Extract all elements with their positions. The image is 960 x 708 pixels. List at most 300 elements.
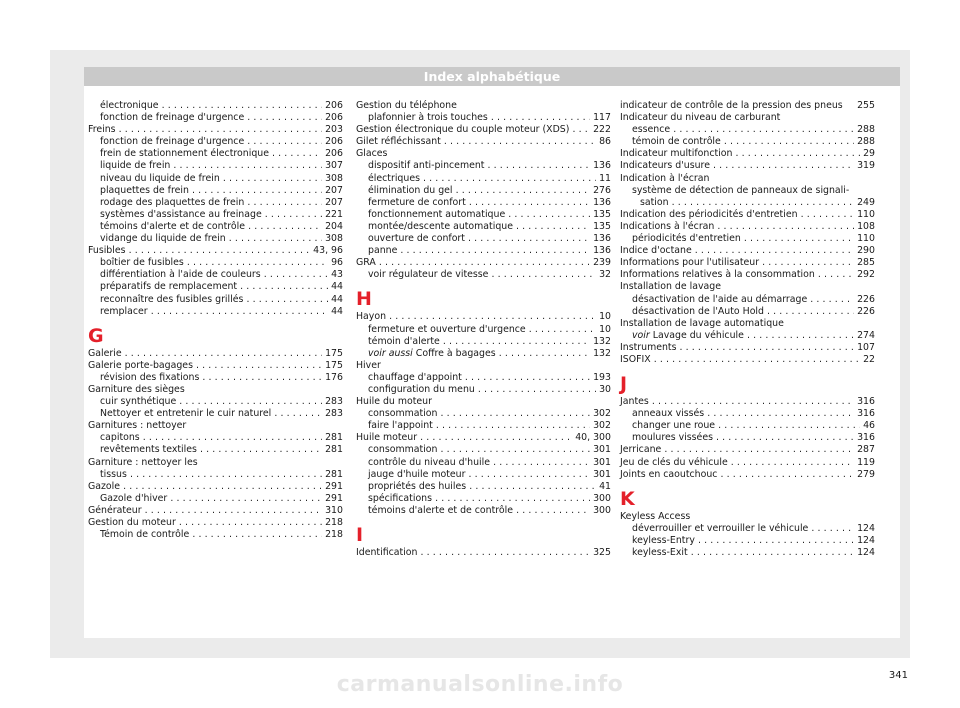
- entry-term: [368, 245, 397, 257]
- entry-term: [368, 209, 505, 221]
- index-entry: [88, 306, 343, 318]
- index-entry: [620, 469, 875, 481]
- dot-leader: [695, 535, 854, 547]
- entry-page: 110: [857, 208, 875, 220]
- dot-leader: [142, 505, 323, 517]
- entry-term: [100, 197, 244, 209]
- dot-leader: [807, 294, 854, 306]
- index-group-heading: Garniture des sièges: [88, 383, 185, 395]
- dot-leader: [465, 469, 590, 481]
- dot-leader: [466, 197, 590, 209]
- index-entry: [356, 209, 611, 221]
- entry-term-text: Galerie porte-bagages: [88, 359, 193, 371]
- entry-term: [368, 493, 432, 505]
- page-number: 341: [888, 670, 908, 681]
- entry-term: [88, 517, 176, 529]
- entry-term-text: reconnaître des fusibles grillés: [100, 293, 244, 305]
- dot-leader: [732, 148, 860, 160]
- index-entry: [356, 221, 611, 233]
- dot-leader: [670, 124, 854, 136]
- entry-term-text: Fusibles: [88, 245, 126, 257]
- dot-leader: [193, 360, 322, 372]
- index-entry: [620, 100, 875, 112]
- index-entry: [620, 124, 875, 136]
- entry-term: [100, 269, 261, 281]
- dot-leader: [798, 209, 855, 221]
- entry-page: 281: [325, 432, 343, 444]
- entry-term: [620, 245, 692, 257]
- entry-term: [632, 233, 741, 245]
- dot-leader: [189, 529, 322, 541]
- entry-term-text: témoin d'alerte: [368, 335, 440, 347]
- index-entry: [620, 269, 875, 281]
- entry-term: [100, 136, 244, 148]
- entry-term: [100, 493, 167, 505]
- index-entry: [620, 257, 875, 269]
- dot-leader: [433, 420, 590, 432]
- entry-term: [632, 124, 670, 136]
- entry-term-text: Instruments: [620, 341, 677, 353]
- dot-leader: [710, 160, 854, 172]
- entry-term-text: voir régulateur de vitesse: [368, 269, 489, 281]
- index-entry: [620, 523, 875, 535]
- entry-term-text: remplacer: [100, 305, 148, 317]
- entry-term-text: désactivation de l'Auto Hold: [632, 305, 764, 317]
- index-entry: [356, 547, 611, 559]
- entry-page: 110: [857, 233, 875, 245]
- entry-page: 206: [325, 148, 343, 160]
- entry-page: 136: [593, 245, 611, 257]
- index-group-heading: Huile du moteur: [356, 396, 432, 408]
- entry-term-text: Jantes: [620, 396, 649, 408]
- entry-page: 40, 300: [575, 432, 611, 444]
- index-entry: [620, 197, 875, 209]
- entry-page: 274: [857, 329, 875, 341]
- entry-term: [368, 372, 462, 384]
- dot-leader: [462, 372, 590, 384]
- dot-leader: [376, 257, 590, 269]
- entry-page: 46: [863, 420, 875, 432]
- entry-term-text: Gestion du moteur: [88, 517, 176, 528]
- entry-see-also: voir aussi: [368, 347, 413, 359]
- entry-page: 206: [325, 100, 343, 111]
- entry-term-text: propriétés des huiles: [368, 480, 467, 492]
- dot-leader: [167, 493, 322, 505]
- entry-page: 319: [857, 160, 875, 172]
- entry-term-text: jauge d'huile moteur: [368, 468, 466, 480]
- index-entry: [88, 112, 343, 124]
- entry-term: [100, 185, 189, 197]
- entry-term: [356, 124, 569, 136]
- dot-leader: [243, 294, 328, 306]
- dot-leader: [199, 372, 322, 384]
- index-entry: [88, 372, 343, 384]
- entry-term: [100, 444, 197, 456]
- index-entry: [620, 330, 875, 342]
- index-entry: [620, 432, 875, 444]
- dot-leader: [226, 233, 322, 245]
- entry-term: [368, 420, 433, 432]
- entry-term: [88, 124, 116, 136]
- entry-page: 206: [325, 136, 343, 148]
- entry-page: 41: [599, 480, 611, 492]
- entry-page: 301: [593, 444, 611, 456]
- entry-term-text: Indication des périodicités d'entretien: [620, 208, 798, 220]
- entry-term-text: chauffage d'appoint: [368, 371, 462, 383]
- entry-page: 175: [325, 347, 343, 359]
- entry-term-text: préparatifs de remplacement: [100, 281, 238, 293]
- dot-leader: [744, 330, 854, 342]
- index-group-heading: Installation de lavage: [620, 281, 721, 293]
- entry-term-text: Jerricane: [620, 444, 662, 456]
- entry-term-text: montée/descente automatique: [368, 220, 513, 232]
- dot-leader: [717, 469, 854, 481]
- entry-page: 135: [593, 220, 611, 232]
- entry-term: [632, 523, 808, 535]
- index-entry: [356, 160, 611, 172]
- entry-term: [632, 535, 695, 547]
- entry-term-text: boîtier de fusibles: [100, 257, 184, 269]
- index-entry: [620, 396, 875, 408]
- dot-leader: [728, 457, 854, 469]
- index-entry: [620, 294, 875, 306]
- entry-page: 204: [325, 220, 343, 232]
- entry-term: [100, 529, 189, 541]
- dot-leader: [244, 112, 322, 124]
- index-entry: [356, 372, 611, 384]
- entry-term: [100, 396, 176, 408]
- entry-term: [368, 173, 420, 185]
- entry-term-text: témoin de contrôle: [632, 136, 721, 148]
- dot-leader: [127, 469, 322, 481]
- entry-term-text: tissus: [100, 468, 127, 480]
- dot-leader: [715, 420, 860, 432]
- dot-leader: [688, 547, 854, 559]
- entry-term-text: témoins d'alerte et de contrôle: [100, 220, 246, 232]
- entry-term-text: électriques: [368, 172, 420, 184]
- entry-term: [620, 257, 759, 269]
- index-entry: [88, 245, 343, 257]
- index-entry: [88, 124, 343, 136]
- entry-page: 307: [325, 160, 343, 172]
- entry-term: [368, 336, 440, 348]
- index-entry: [356, 197, 611, 209]
- entry-term: [640, 197, 669, 209]
- entry-term-text: plaquettes de frein: [100, 184, 189, 196]
- entry-term-text: Générateur: [88, 504, 142, 516]
- index-entry: [356, 311, 611, 323]
- index-entry: [356, 493, 611, 505]
- index-entry: [88, 257, 343, 269]
- entry-page: 226: [857, 305, 875, 317]
- entry-term: [100, 233, 226, 245]
- entry-term: [100, 281, 237, 293]
- entry-term: [620, 396, 649, 408]
- entry-page: 124: [857, 547, 875, 558]
- entry-page: 11: [599, 172, 611, 184]
- entry-term: [620, 269, 815, 281]
- entry-term-text: cuir synthétique: [100, 396, 177, 408]
- index-entry: [620, 535, 875, 547]
- entry-term: [620, 342, 676, 354]
- dot-leader: [764, 306, 854, 318]
- dot-leader: [692, 245, 854, 257]
- index-entry: [620, 136, 875, 148]
- entry-term-text: revêtements textiles: [100, 444, 197, 456]
- entry-term: [368, 348, 496, 360]
- index-column-3: [620, 100, 875, 559]
- entry-page: 316: [857, 408, 875, 420]
- entry-term-text: Galerie: [88, 347, 122, 359]
- dot-leader: [148, 306, 328, 318]
- dot-leader: [237, 281, 328, 293]
- entry-page: 29: [863, 148, 875, 160]
- entry-term-text: capitons: [100, 432, 140, 444]
- dot-leader: [189, 185, 322, 197]
- entry-term-text: Lavage du véhicule: [652, 329, 744, 341]
- dot-leader: [220, 173, 322, 185]
- dot-leader: [262, 209, 322, 221]
- index-entry: [88, 136, 343, 148]
- index-entry: [620, 354, 875, 366]
- entry-term: [620, 457, 728, 469]
- index-entry: [88, 348, 343, 360]
- entry-term: [632, 136, 721, 148]
- dot-leader: [484, 160, 590, 172]
- entry-term-text: faire l'appoint: [368, 420, 433, 432]
- entry-page: 132: [593, 335, 611, 347]
- dot-leader: [420, 173, 596, 185]
- entry-term: [368, 444, 437, 456]
- index-entry: [88, 269, 343, 281]
- entry-page: 325: [593, 547, 611, 558]
- dot-leader: [505, 209, 590, 221]
- dot-leader: [676, 342, 854, 354]
- index-entry: [88, 529, 343, 541]
- entry-page: 218: [325, 517, 343, 528]
- index-group-heading: Keyless Access: [620, 510, 691, 522]
- index-entry: [88, 100, 343, 112]
- entry-page: 291: [325, 492, 343, 504]
- entry-page: 226: [857, 293, 875, 305]
- entry-term-text: fonction de freinage d'urgence: [100, 136, 245, 148]
- index-entry: [620, 457, 875, 469]
- index-entry: [356, 457, 611, 469]
- entry-term-text: électronique: [100, 100, 159, 111]
- dot-leader: [466, 481, 596, 493]
- entry-term-text: Joints en caoutchouc: [620, 468, 718, 480]
- entry-term: [368, 185, 453, 197]
- entry-term: [368, 221, 513, 233]
- entry-term: [368, 481, 466, 493]
- index-entry: [356, 384, 611, 396]
- entry-term-text: contrôle du niveau d'huile: [368, 456, 491, 468]
- entry-page: 302: [593, 420, 611, 432]
- entry-term: [620, 160, 710, 172]
- index-group-heading: Gestion du téléphone: [356, 100, 457, 111]
- index-entry: [356, 469, 611, 481]
- index-entry: [88, 209, 343, 221]
- entry-term-text: fermeture de confort: [368, 196, 466, 208]
- entry-page: 32: [599, 269, 611, 281]
- entry-page: 279: [857, 468, 875, 480]
- entry-see-also: voir: [632, 329, 650, 341]
- index-column-1: [88, 100, 343, 541]
- entry-term: [100, 100, 159, 112]
- entry-term-text: anneaux vissés: [632, 408, 705, 420]
- entry-page: 249: [857, 196, 875, 208]
- entry-page: 290: [857, 245, 875, 257]
- entry-page: 302: [593, 408, 611, 420]
- dot-leader: [386, 311, 596, 323]
- entry-term: [88, 360, 193, 372]
- entry-term-text: fonctionnement automatique: [368, 208, 506, 220]
- entry-page: 10: [599, 311, 611, 323]
- entry-term-text: consommation: [368, 444, 438, 456]
- entry-page: 135: [593, 208, 611, 220]
- dot-leader: [417, 547, 590, 559]
- dot-leader: [649, 396, 854, 408]
- dot-leader: [432, 493, 590, 505]
- entry-page: 287: [857, 444, 875, 456]
- entry-term: [620, 354, 651, 366]
- entry-term-text: ouverture de confort: [368, 233, 465, 245]
- entry-term: [632, 408, 704, 420]
- dot-leader: [741, 233, 854, 245]
- entry-term-text: configuration du menu: [368, 383, 475, 395]
- entry-term-text: périodicités d'entretien: [632, 233, 741, 245]
- entry-term-text: Indice d'octane: [620, 245, 692, 257]
- index-entry: [356, 185, 611, 197]
- dot-leader: [808, 523, 854, 535]
- entry-page: 124: [857, 534, 875, 546]
- entry-term-text: Gazole: [88, 480, 121, 492]
- entry-page: 218: [325, 529, 343, 541]
- dot-leader: [184, 257, 328, 269]
- entry-term-text: liquide de frein: [100, 160, 171, 172]
- dot-leader: [140, 432, 322, 444]
- dot-leader: [513, 505, 590, 517]
- entry-term-text: Hayon: [356, 311, 387, 323]
- entry-term: [356, 257, 376, 269]
- dot-leader: [661, 444, 854, 456]
- entry-term-text: Indicateurs d'usure: [620, 160, 710, 172]
- entry-page: 281: [325, 468, 343, 480]
- entry-page: 136: [593, 233, 611, 245]
- entry-term: [620, 444, 661, 456]
- index-entry: [88, 197, 343, 209]
- index-group-heading: Glaces: [356, 148, 388, 160]
- entry-term: [368, 505, 513, 517]
- index-group-heading: Indication à l'écran: [620, 172, 710, 184]
- entry-term: [632, 294, 807, 306]
- dot-leader: [669, 197, 855, 209]
- entry-page: 119: [857, 456, 875, 468]
- dot-leader: [714, 221, 854, 233]
- entry-page: 117: [593, 112, 611, 124]
- entry-page: 44: [331, 281, 343, 293]
- entry-term-text: consommation: [368, 408, 438, 420]
- index-entry: [620, 160, 875, 172]
- entry-term-text: rodage des plaquettes de frein: [100, 196, 245, 208]
- entry-term: [368, 269, 488, 281]
- entry-page: 291: [325, 480, 343, 492]
- entry-page: 288: [857, 124, 875, 136]
- entry-page: 221: [325, 208, 343, 220]
- entry-term: [368, 197, 466, 209]
- dot-leader: [475, 384, 596, 396]
- index-entry: [88, 493, 343, 505]
- index-entry: [356, 432, 611, 444]
- entry-page: 206: [325, 112, 343, 124]
- entry-page: 222: [593, 124, 611, 136]
- index-entry: [356, 505, 611, 517]
- entry-term: [620, 221, 714, 233]
- entry-term-text: moulures vissées: [632, 432, 713, 444]
- index-entry: [356, 420, 611, 432]
- entry-term: [368, 160, 484, 172]
- entry-term: [632, 547, 688, 559]
- entry-term-text: différentiation à l'aide de couleurs: [100, 269, 261, 281]
- index-entry: [88, 408, 343, 420]
- entry-term: [100, 432, 140, 444]
- entry-term: [100, 408, 271, 420]
- index-entry: [88, 281, 343, 293]
- entry-term: [368, 384, 475, 396]
- entry-term: [100, 221, 245, 233]
- index-entry: [620, 221, 875, 233]
- dot-leader: [244, 136, 322, 148]
- index-entry: [88, 432, 343, 444]
- entry-term-text: Indications à l'écran: [620, 220, 715, 232]
- index-group-heading: Garniture : nettoyer les: [88, 456, 198, 468]
- index-entry: [356, 348, 611, 360]
- index-entry: [620, 209, 875, 221]
- index-group-heading: Garnitures : nettoyer: [88, 420, 187, 432]
- entry-term-text: keyless-Exit: [632, 547, 688, 558]
- entry-term: [88, 348, 122, 360]
- entry-term-text: Informations relatives à la consommation: [620, 269, 815, 281]
- index-entry: [620, 342, 875, 354]
- entry-page: 308: [325, 233, 343, 245]
- index-entry: [88, 148, 343, 160]
- entry-page: 276: [593, 184, 611, 196]
- entry-term-text: Huile moteur: [356, 432, 418, 444]
- dot-leader: [176, 517, 322, 529]
- entry-page: 310: [325, 504, 343, 516]
- index-letter-heading: I: [356, 524, 364, 546]
- entry-page: 175: [325, 359, 343, 371]
- dot-leader: [120, 481, 322, 493]
- index-entry: [88, 185, 343, 197]
- index-entry: [620, 245, 875, 257]
- entry-term-text: fermeture et ouverture d'urgence: [368, 323, 526, 335]
- entry-term-text: révision des fixations: [100, 371, 200, 383]
- entry-term: [100, 148, 269, 160]
- index-entry: [356, 136, 611, 148]
- entry-page: 86: [599, 136, 611, 148]
- entry-term: [368, 112, 488, 124]
- entry-term-text: Gestion électronique du couple moteur (XDS): [356, 124, 570, 136]
- index-entry: [88, 160, 343, 172]
- entry-term: [88, 245, 126, 257]
- dot-leader: [721, 136, 854, 148]
- entry-term: [100, 469, 127, 481]
- entry-term-text: Nettoyer et entretenir le cuir naturel: [100, 408, 272, 420]
- entry-page: 301: [593, 456, 611, 468]
- entry-term-text: GRA: [356, 257, 376, 269]
- index-entry: [88, 173, 343, 185]
